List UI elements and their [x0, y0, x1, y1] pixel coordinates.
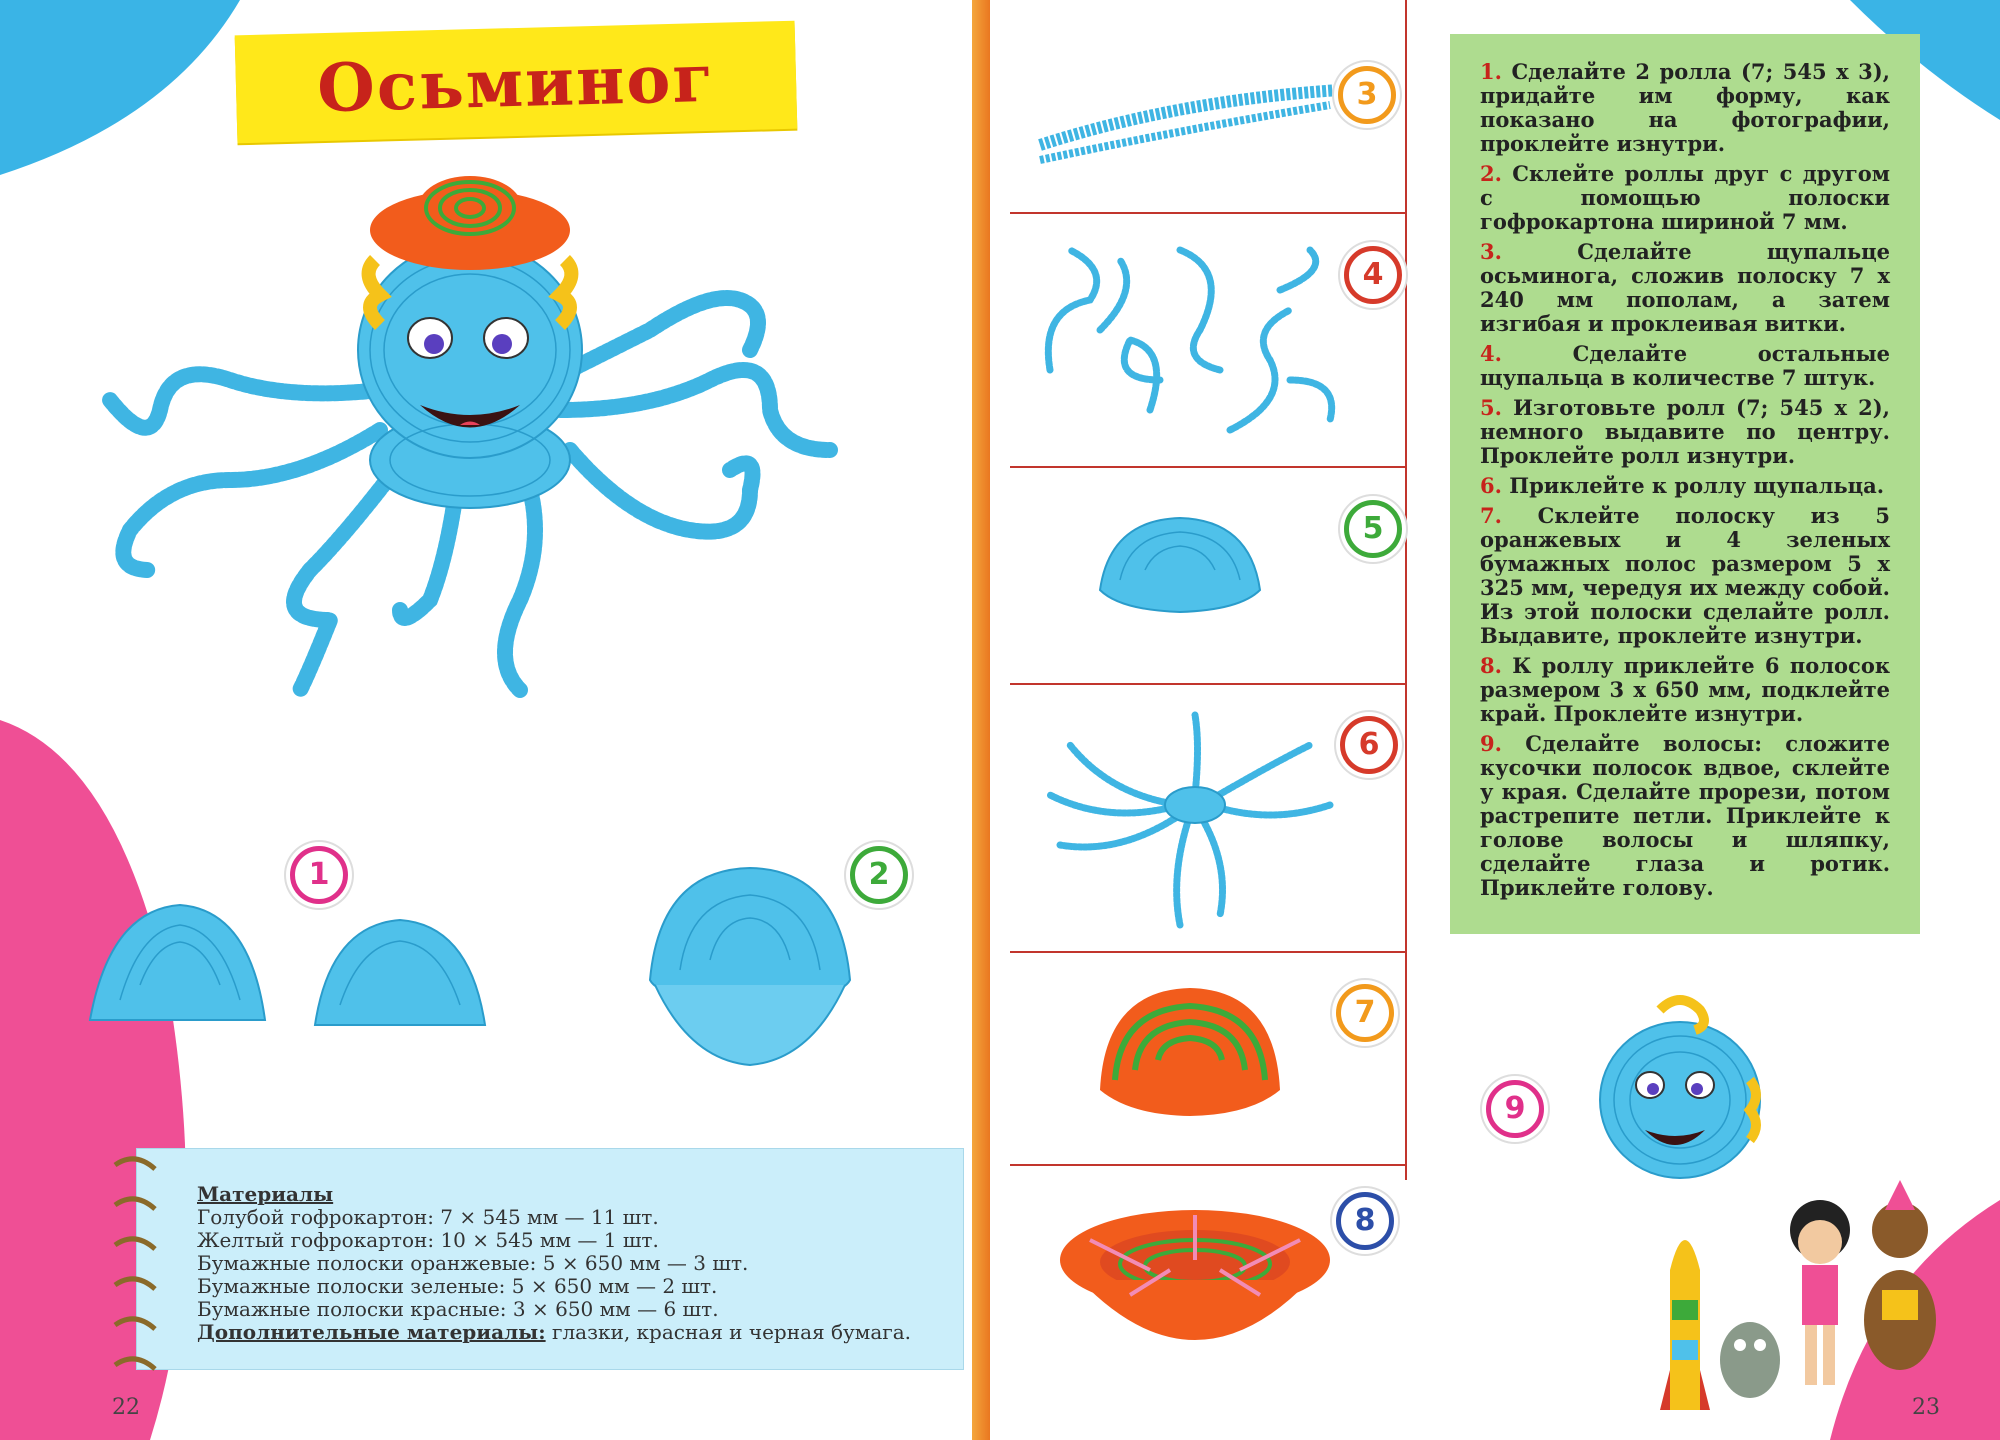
step-frame-line [1010, 683, 1405, 685]
materials-item: Желтый гофрокартон: 10 × 545 мм — 1 шт. [197, 1228, 659, 1252]
step-text [1480, 504, 1890, 648]
step-text [1480, 396, 1890, 468]
step-number: 6. [1480, 473, 1502, 498]
step-badge-8: 8 [1336, 1192, 1394, 1250]
step-body: Склейте роллы друг с другом с помощью полоски гофрокартона шириной 7 мм. [1480, 161, 1890, 234]
step-badge-9: 9 [1486, 1080, 1544, 1138]
step-7-photo [1090, 980, 1290, 1130]
right-page [990, 0, 2000, 1440]
instructions-box [1450, 34, 1920, 934]
step-frame-line [1010, 951, 1405, 953]
step-2-photo [630, 860, 870, 1080]
materials-item: Бумажные полоски оранжевые: 5 × 650 мм — 3 шт. [197, 1251, 749, 1275]
materials-heading: Материалы [197, 1182, 334, 1206]
left-page [0, 0, 990, 1440]
page-number-right: 23 [1912, 1395, 1940, 1420]
step-3-photo [1030, 60, 1360, 180]
step-number: 3. [1480, 239, 1502, 264]
step-8-photo [1050, 1200, 1340, 1370]
step-frame-line [1010, 1164, 1405, 1166]
materials-item: Бумажные полоски зеленые: 5 × 650 мм — 2 шт. [197, 1274, 718, 1298]
step-badge-7: 7 [1336, 984, 1394, 1042]
step-frame-line [1010, 212, 1405, 214]
step-body: Приклейте к роллу щупальца. [1501, 473, 1885, 498]
step-5-photo [1090, 510, 1270, 630]
step-number: 5. [1480, 395, 1502, 420]
step-badge-5: 5 [1344, 500, 1402, 558]
step-4-photo [1030, 230, 1360, 440]
step-body: Сделайте 2 ролла (7; 545 х 3), придайте им форму, как показано на фотографии, проклейте изнутри. [1480, 59, 1890, 156]
step-frame-divider [1405, 0, 1407, 1180]
step-body: К роллу приклейте 6 полосок размером 3 х 650 мм, подклейте край. Проклейте изнутри. [1480, 653, 1890, 726]
step-number: 2. [1480, 161, 1502, 186]
materials-extra-value: глазки, красная и черная бумага. [545, 1320, 912, 1344]
step-text [1480, 342, 1890, 390]
materials-item: Бумажные полоски красные: 3 × 650 мм — 6 шт. [197, 1297, 719, 1321]
step-text [1480, 60, 1890, 156]
step-text [1480, 732, 1890, 900]
octopus-photo [50, 150, 970, 770]
step-frame-line [1010, 466, 1405, 468]
step-badge-3: 3 [1338, 66, 1396, 124]
page-number-left: 22 [112, 1395, 140, 1420]
step-body: Сделайте остальные щупальца в количестве 7 штук. [1480, 341, 1890, 390]
page-title: Осьминог [316, 38, 716, 128]
step-1-photo-second-half [310, 895, 510, 1045]
step-badge-4: 4 [1344, 246, 1402, 304]
step-1-photo [80, 890, 320, 1040]
materials-extra [197, 1321, 943, 1344]
step-9-photo [1590, 990, 1770, 1190]
step-number: 8. [1480, 653, 1502, 678]
step-badge-1: 1 [290, 846, 348, 904]
materials-box [136, 1148, 964, 1370]
step-body: Склейте полоску из 5 оранжевых и 4 зеленых бумажных полос размером 5 х 325 мм, чередуя их между собой. Из этой полоски сделайте ролл. Выдавите, проклейте изнутри. [1480, 503, 1890, 648]
step-badge-6: 6 [1340, 716, 1398, 774]
step-number: 4. [1480, 341, 1502, 366]
materials-item: Голубой гофрокартон: 7 × 545 мм — 11 шт. [197, 1205, 659, 1229]
notebook-rings-icon [100, 1145, 160, 1375]
title-banner [235, 21, 798, 144]
toy-characters-illustration [1650, 1170, 1950, 1430]
step-number: 9. [1480, 731, 1502, 756]
step-text [1480, 474, 1890, 498]
step-body: Сделайте волосы: сложите кусочки полосок вдвое, склейте у края. Сделайте прорези, потом растрепите петли. Приклейте к голове волосы и шляпку, сделайте глаза и ротик. Приклейте голову. [1480, 731, 1890, 900]
step-text [1480, 654, 1890, 726]
step-text [1480, 240, 1890, 336]
step-6-photo [1030, 705, 1360, 935]
step-number: 7. [1480, 503, 1502, 528]
step-text [1480, 162, 1890, 234]
step-body: Сделайте щупальце осьминога, сложив полоску 7 х 240 мм пополам, а затем изгибая и проклеивая витки. [1480, 239, 1890, 336]
step-badge-2: 2 [850, 846, 908, 904]
materials-extra-label: Дополнительные материалы: [197, 1320, 546, 1344]
step-body: Изготовьте ролл (7; 545 х 2), немного выдавите по центру. Проклейте ролл изнутри. [1480, 395, 1890, 468]
step-number: 1. [1480, 59, 1502, 84]
